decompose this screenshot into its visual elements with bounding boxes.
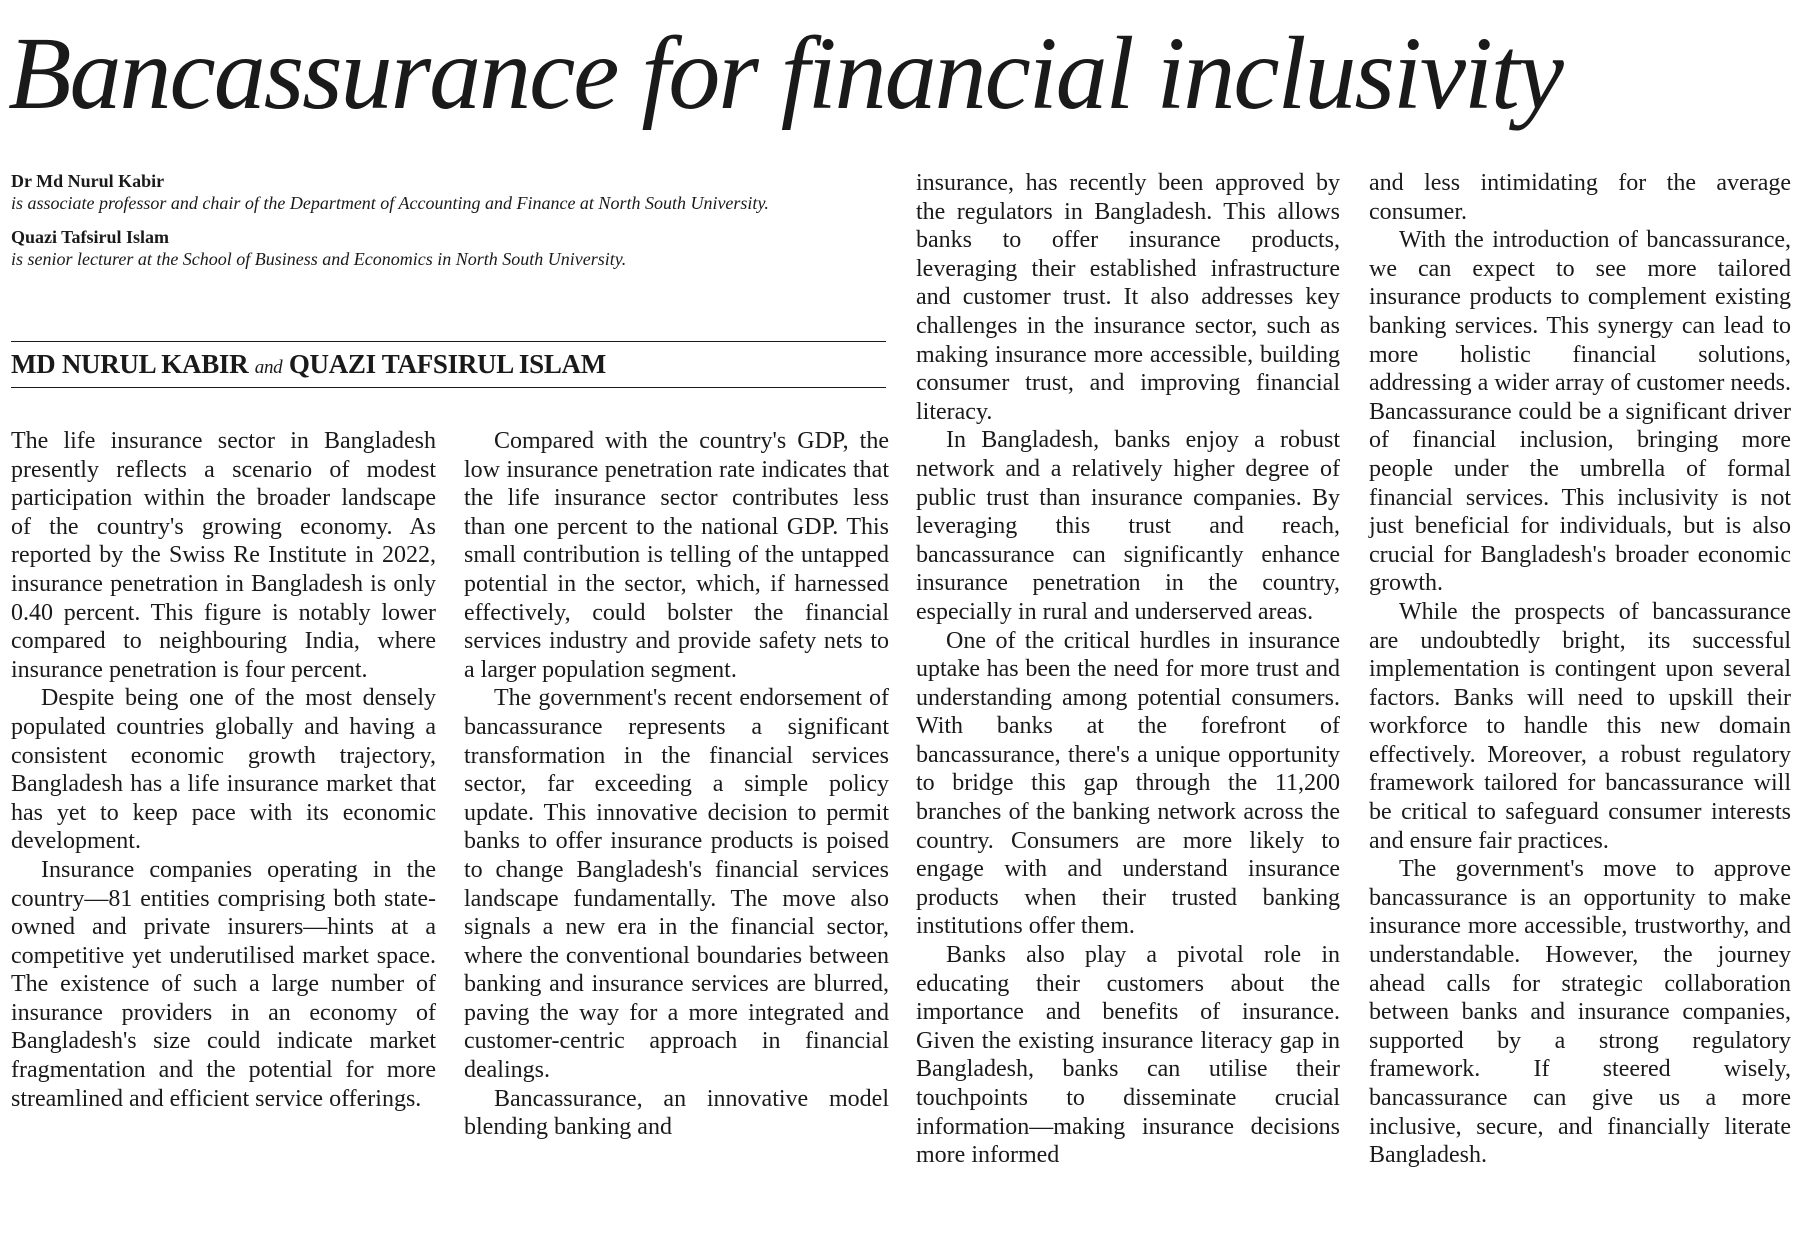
author-name: Dr Md Nurul Kabir — [11, 171, 165, 191]
author-bio: is senior lecturer at the School of Business and Economics in North South University. — [11, 249, 627, 269]
paragraph: Banks also play a pivotal role in educating their customers about the importance and benefits of insurance. Given the existing insurance literacy gap in Bangladesh, banks can utilise their touchpoints to disseminate crucial information—making insurance decisions more informed — [916, 942, 1340, 1169]
paragraph: While the prospects of bancassurance are undoubtedly bright, its successful implementation is contingent upon several factors. Banks will need to upskill their workforce to handle this new domain effectively. Moreover, a robust regulatory framework tailored for bancassurance will be critical to safeguard consumer interests and ensure fair practices. — [1369, 598, 1791, 854]
paragraph: The life insurance sector in Bangladesh presently reflects a scenario of modest participation within the broader landscape of the country's growing economy. As reported by the Swiss Re Institute in 2022, insurance penetration in Bangladesh is only 0.40 percent. This figure is notably lower compared to neighbouring India, where insurance penetration is four percent. — [11, 428, 436, 683]
headline: Bancassurance for financial inclusivity — [8, 16, 1562, 131]
article-column-3 — [916, 169, 1340, 1170]
paragraph: insurance, has recently been approved by the regulators in Bangladesh. This allows banks to offer insurance products, leveraging their established infrastructure and customer trust. It also addresses key challenges in the insurance sector, such as making insurance more accessible, building consumer trust, and improving financial literacy. — [916, 170, 1340, 425]
article-column-2 — [464, 427, 889, 1142]
author-bio-block — [11, 226, 881, 270]
article-column-1 — [11, 427, 436, 1113]
paragraph: Despite being one of the most densely populated countries globally and having a consistent economic growth trajectory, Bangladesh has a life insurance market that has yet to keep pace with its economic development. — [11, 685, 436, 855]
byline-author-2: QUAZI TAFSIRUL ISLAM — [288, 349, 606, 379]
byline-conjunction: and — [254, 357, 283, 378]
author-name: Quazi Tafsirul Islam — [11, 227, 170, 247]
paragraph: The government's move to approve bancassurance is an opportunity to make insurance more accessible, trustworthy, and understandable. However, the journey ahead calls for strategic collaboration between banks and insurance companies, supported by a strong regulatory framework. If steered wisely, bancassurance can give us a more inclusive, secure, and financially literate Bangladesh. — [1369, 856, 1791, 1169]
paragraph: Bancassurance, an innovative model blending banking and — [464, 1085, 889, 1141]
paragraph: With the introduction of bancassurance, we can expect to see more tailored insurance products to complement existing banking services. This synergy can lead to more holistic financial solutions, addressing a wider array of customer needs. Bancassurance could be a significant driver of financial inclusion, bringing more people under the umbrella of formal financial services. This inclusivity is not just beneficial for individuals, but is also crucial for Bangladesh's broader economic growth. — [1369, 227, 1791, 597]
paragraph: One of the critical hurdles in insurance uptake has been the need for more trust and understanding among potential consumers. With banks at the forefront of bancassurance, there's a unique opportunity to bridge this gap through the 11,200 branches of the banking network across the country. Consumers are more likely to engage with and understand insurance products when their trusted banking institutions offer them. — [916, 627, 1340, 940]
author-bios — [11, 170, 881, 282]
author-bio: is associate professor and chair of the Department of Accounting and Finance at North South University. — [11, 193, 769, 213]
article-column-4 — [1369, 169, 1791, 1170]
byline-author-1: MD NURUL KABIR — [11, 349, 249, 379]
paragraph: and less intimidating for the average consumer. — [1369, 170, 1791, 225]
byline — [11, 341, 886, 388]
paragraph: Insurance companies operating in the country—81 entities comprising both state-owned and private insurers—hints at a competitive yet underutilised market space. The existence of such a large number of insurance providers in an economy of Bangladesh's size could indicate market fragmentation and the potential for more streamlined and efficient service offerings. — [11, 856, 436, 1112]
paragraph: In Bangladesh, banks enjoy a robust network and a relatively higher degree of public trust than insurance companies. By leveraging this trust and reach, bancassurance can significantly enhance insurance penetration in the country, especially in rural and underserved areas. — [916, 427, 1340, 625]
paragraph: Compared with the country's GDP, the low insurance penetration rate indicates that the life insurance sector contributes less than one percent to the national GDP. This small contribution is telling of the untapped potential in the sector, which, if harnessed effectively, could bolster the financial services industry and provide safety nets to a larger population segment. — [464, 428, 889, 683]
author-bio-block — [11, 170, 881, 214]
paragraph: The government's recent endorsement of bancassurance represents a significant transformation in the financial services sector, far exceeding a simple policy update. This innovative decision to permit banks to offer insurance products is poised to change Bangladesh's financial services landscape fundamentally. The move also signals a new era in the financial sector, where the conventional boundaries between banking and insurance services are blurred, paving the way for a more integrated and customer-centric approach in financial dealings. — [464, 685, 889, 1084]
